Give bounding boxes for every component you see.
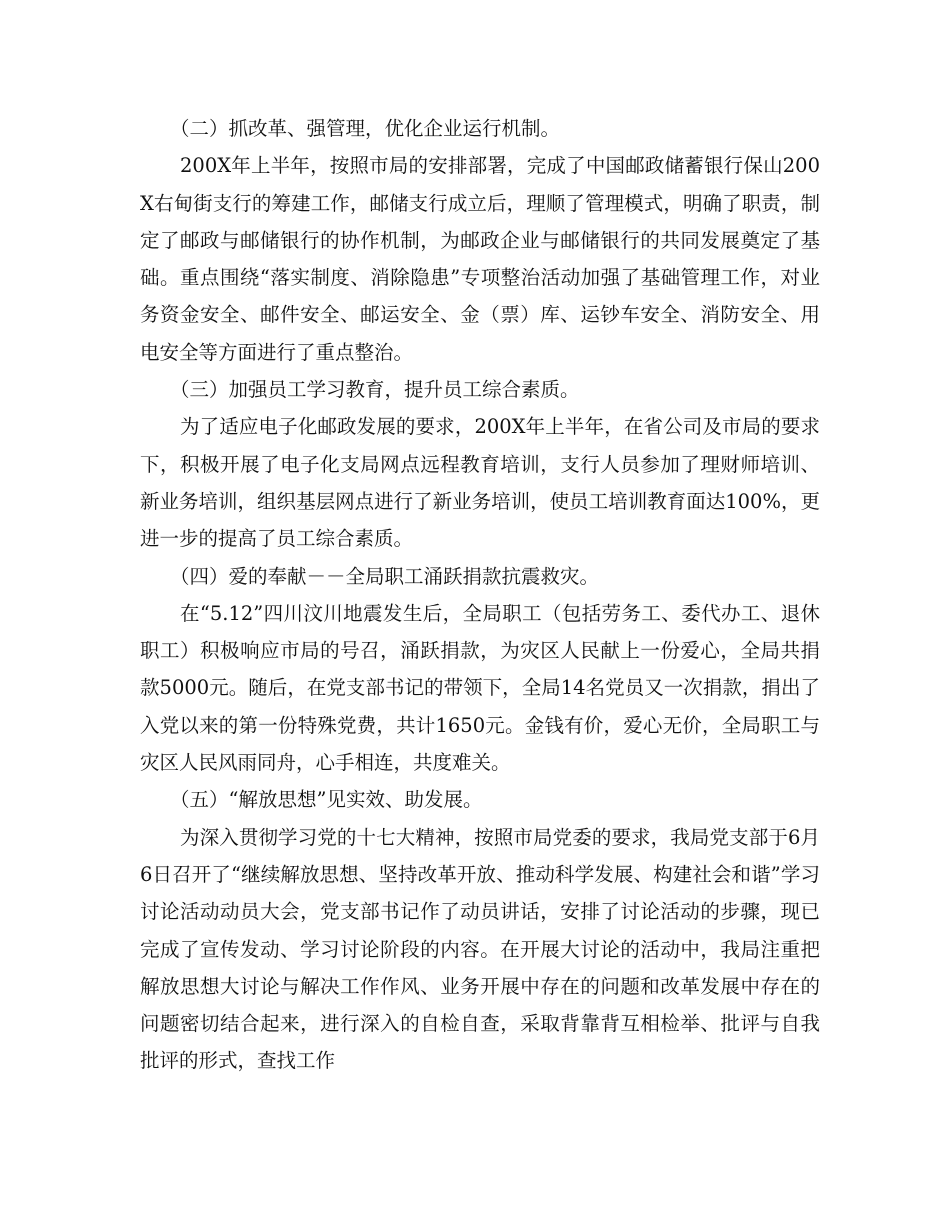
paragraph-reform: 200X年上半年，按照市局的安排部署，完成了中国邮政储蓄银行保山200X右甸街支行的筹建工作，邮储支行成立后，理顺了管理模式，明确了职责，制定了邮政与邮储银行的协作机制，为邮政企业与邮储银行的共同发展奠定了基础。重点围绕“落实制度、消除隐患”专项整治活动加强了基础管理工作，对业务资金安全、邮件安全、邮运安全、金（票）库、运钞车安全、消防安全、用电安全等方面进行了重点整治。: [140, 154, 820, 364]
paragraph-training: 为了适应电子化邮政发展的要求，200X年上半年，在省公司及市局的要求下，积极开展了电子化支局网点远程教育培训，支行人员参加了理财师培训、新业务培训，组织基层网点进行了新业务培训，使员工培训教育面达100%，更进一步的提高了员工综合素质。: [140, 415, 820, 551]
section-heading-emancipation: （五）“解放思想”见实效、助发展。: [170, 788, 483, 812]
paragraph-emancipation: 为深入贯彻学习党的十七大精神，按照市局党委的要求，我局党支部于6月6日召开了“继续解放思想、坚持改革开放、推动科学发展、构建社会和谐”学习讨论活动动员大会，党支部书记作了动员讲话，安排了讨论活动的步骤，现已完成了宣传发动、学习讨论阶段的内容。在开展大讨论的活动中，我局注重把解放思想大讨论与解决工作作风、业务开展中存在的问题和改革发展中存在的问题密切结合起来，进行深入的自检自查，采取背靠背互相检举、批评与自我批评的形式，查找工作: [140, 825, 820, 1073]
section-heading-donation: （四）爱的奉献－－全局职工涌跃捐款抗震救灾。: [170, 564, 600, 588]
paragraph-donation: 在“5.12”四川汶川地震发生后，全局职工（包括劳务工、委代办工、退休职工）积极响应市局的号召，涌跃捐款，为灾区人民献上一份爱心，全局共捐款5000元。随后，在党支部书记的带领下，全局14名党员又一次捐款，捐出了入党以来的第一份特殊党费，共计1650元。金钱有价，爱心无价，全局职工与灾区人民风雨同舟，心手相连，共度难关。: [140, 601, 820, 775]
document-body: [140, 110, 820, 1080]
section-heading-reform: （二）抓改革、强管理，优化企业运行机制。: [170, 117, 561, 140]
section-heading-training: （三）加强员工学习教育，提升员工综合素质。: [170, 378, 580, 402]
